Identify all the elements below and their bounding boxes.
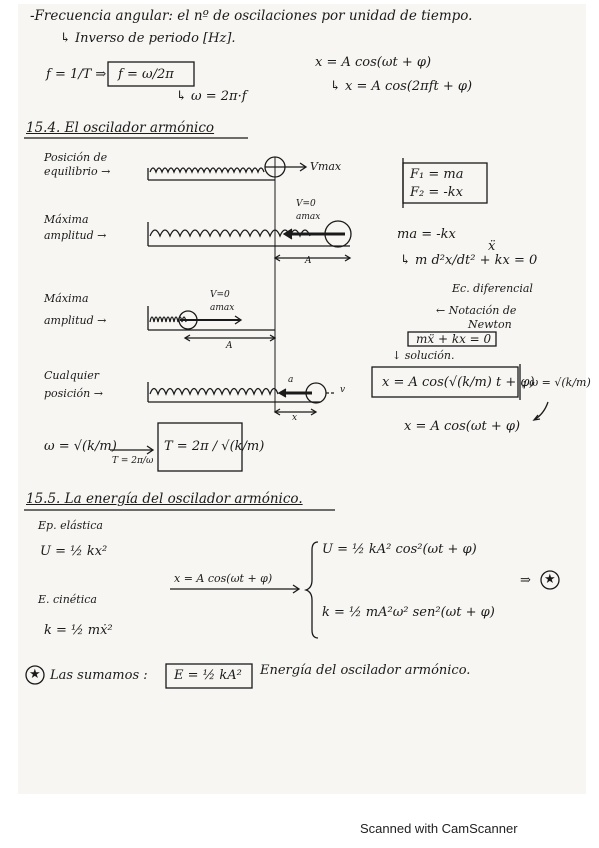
- frequency-formula: f = ω/2π: [118, 67, 174, 82]
- kinetic-energy-formula: k = ½ mẋ²: [44, 623, 113, 638]
- any-position-label-1: Cualquier: [44, 369, 99, 382]
- omega-sqrt-k-m: ω = √(k/m): [44, 439, 117, 454]
- amplitude-A-2: A: [226, 341, 233, 351]
- energy-brace: [306, 542, 318, 638]
- max-amplitude-label-1b: amplitud →: [44, 229, 107, 242]
- period-inverse-note: ↳ Inverso de periodo [Hz].: [60, 31, 236, 46]
- total-energy-label: Energía del oscilador armónico.: [260, 663, 471, 678]
- newton-notation-1: ← Notación de: [436, 304, 517, 317]
- position-definition: x = A cos(ωt + φ): [174, 572, 273, 585]
- total-energy-formula: E = ½ kA²: [174, 668, 242, 683]
- displacement-x: x: [292, 413, 298, 423]
- implies-arrow: ⇒: [520, 573, 531, 588]
- acceleration-a: a: [288, 375, 294, 385]
- newton-eq-1: F₁ = ma: [410, 167, 464, 182]
- equilibrium-label-1: Posición de: [44, 151, 108, 164]
- scanner-watermark: Scanned with CamScanner: [360, 821, 518, 836]
- kinetic-energy-label: E. cinética: [38, 593, 97, 606]
- equilibrium-label-2: equilibrio →: [44, 165, 111, 178]
- differential-equation: ↳ m d²x/dt² + kx = 0: [400, 253, 538, 268]
- period-formula: T = 2π / √(k/m): [164, 439, 265, 454]
- diff-eq-label: Ec. diferencial: [452, 282, 533, 295]
- potential-energy-substituted: U = ½ kA² cos²(ωt + φ): [322, 542, 477, 557]
- velocity-v: v: [340, 385, 346, 395]
- star-icon-2: ★: [29, 667, 41, 682]
- v-zero-label-1: V=0: [296, 199, 316, 209]
- star-icon: ★: [544, 572, 556, 587]
- section-heading-oscillator: 15.4. El oscilador armónico: [26, 120, 215, 136]
- ma-equation: ma = -kx: [397, 227, 456, 242]
- f-equals-1-over-T: f = 1/T ⇒: [46, 67, 107, 82]
- newton-notation-2: Newton: [468, 318, 512, 331]
- sum-label: Las sumamos :: [50, 668, 148, 683]
- position-equation: x = A cos(ωt + φ): [315, 55, 432, 70]
- amplitude-A-1: A: [305, 256, 312, 266]
- newton-equation: mẍ + kx = 0: [416, 332, 492, 346]
- spring-1: [150, 168, 264, 172]
- kinetic-energy-substituted: k = ½ mA²ω² sen²(ωt + φ): [322, 605, 495, 620]
- max-amplitude-label-1a: Máxima: [44, 213, 89, 226]
- amax-label-1: amax: [296, 212, 321, 222]
- solution-equation: x = A cos(√(k/m) t + φ): [382, 375, 535, 390]
- omega-definition: ; ω = √(k/m): [522, 376, 591, 389]
- frequency-definition: -Frecuencia angular: el nº de oscilaciones por unidad de tiempo.: [30, 8, 473, 24]
- amax-label-2: amax: [210, 303, 235, 313]
- solution-label: ↓ solución.: [392, 349, 455, 362]
- spring-4: [150, 389, 278, 395]
- elastic-energy-label: Ep. elástica: [38, 519, 103, 532]
- position-equation-frequency: ↳ x = A cos(2πft + φ): [330, 79, 473, 94]
- position-solution: x = A cos(ωt + φ): [404, 419, 521, 434]
- potential-energy-formula: U = ½ kx²: [40, 544, 108, 559]
- omega-formula: ↳ ω = 2π·f: [176, 89, 247, 104]
- any-position-label-2: posición →: [44, 387, 103, 400]
- vmax-label: Vmax: [310, 160, 342, 173]
- v-zero-label-2: V=0: [210, 290, 230, 300]
- x-double-dot: ẍ: [488, 239, 496, 254]
- max-amplitude-label-2b: amplitud →: [44, 314, 107, 327]
- newton-eq-2: F₂ = -kx: [410, 185, 463, 200]
- period-relation: T = 2π/ω: [112, 456, 154, 466]
- max-amplitude-label-2a: Máxima: [44, 292, 89, 305]
- section-heading-energy: 15.5. La energía del oscilador armónico.: [26, 491, 303, 507]
